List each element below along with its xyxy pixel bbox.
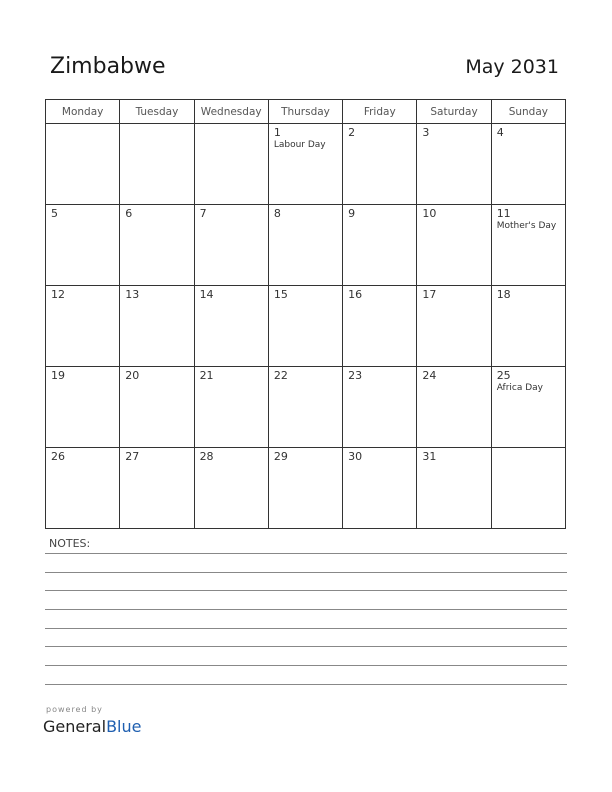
calendar-day-cell: [268, 367, 342, 448]
page-title-month: May 2031: [465, 56, 559, 78]
day-number: 16: [348, 288, 363, 301]
brand-logo: [43, 717, 141, 736]
calendar-day-cell: [491, 448, 565, 529]
day-number: 23: [348, 369, 363, 382]
day-number: 29: [273, 450, 288, 463]
day-number: 27: [125, 450, 140, 463]
calendar-day-cell: [194, 286, 268, 367]
day-number: 28: [199, 450, 214, 463]
calendar-day-cell: [343, 286, 417, 367]
calendar-day-cell: [343, 448, 417, 529]
note-line: [45, 553, 567, 554]
calendar-day-cell: [343, 205, 417, 286]
calendar-day-cell: [46, 448, 120, 529]
calendar-day-cell: [120, 205, 194, 286]
weekday-header: Wednesday: [194, 100, 268, 124]
calendar-day-cell: [120, 286, 194, 367]
day-number: 3: [422, 126, 430, 139]
day-number: 7: [199, 207, 207, 220]
day-number: 1: [273, 126, 281, 139]
note-line: [45, 665, 567, 666]
weekday-header: Friday: [343, 100, 417, 124]
calendar-day-cell: [268, 448, 342, 529]
holiday-label: Africa Day: [496, 383, 543, 393]
calendar-day-cell: [46, 367, 120, 448]
day-number: 14: [199, 288, 214, 301]
weekday-header: Monday: [46, 100, 120, 124]
day-number: 15: [273, 288, 288, 301]
weekday-header: Saturday: [417, 100, 491, 124]
day-number: 31: [422, 450, 437, 463]
calendar-day-cell: [417, 448, 491, 529]
calendar-day-cell: [194, 205, 268, 286]
calendar-day-cell: [343, 367, 417, 448]
calendar-day-cell: [120, 367, 194, 448]
calendar-day-cell: [491, 205, 565, 286]
calendar-day-cell: [268, 286, 342, 367]
day-number: 2: [348, 126, 356, 139]
calendar-week-row: [46, 286, 566, 367]
calendar-week-row: [46, 124, 566, 205]
day-number: 26: [51, 450, 65, 463]
notes-label: NOTES:: [49, 537, 91, 550]
calendar-day-cell: [194, 448, 268, 529]
day-number: 6: [125, 207, 133, 220]
calendar-grid: [45, 99, 566, 529]
powered-by-text: powered by: [46, 705, 103, 714]
calendar-day-cell: [417, 367, 491, 448]
calendar-day-cell: [268, 124, 342, 205]
calendar-body: [46, 124, 566, 529]
day-number: 18: [496, 288, 511, 301]
holiday-label: Mother's Day: [496, 221, 557, 231]
note-line: [45, 684, 567, 685]
weekday-header: Sunday: [491, 100, 565, 124]
day-number: 13: [125, 288, 140, 301]
day-number: 20: [125, 369, 140, 382]
calendar-day-cell: [491, 124, 565, 205]
calendar-day-cell: [417, 286, 491, 367]
brand-general: General: [43, 717, 107, 736]
day-number: 22: [273, 369, 288, 382]
calendar-day-cell: [194, 367, 268, 448]
calendar-day-cell: [417, 124, 491, 205]
calendar-day-cell: [120, 448, 194, 529]
day-number: 19: [51, 369, 65, 382]
day-number: 8: [273, 207, 281, 220]
day-number: 30: [348, 450, 363, 463]
calendar-day-cell: [343, 124, 417, 205]
day-number: 4: [496, 126, 504, 139]
note-line: [45, 590, 567, 591]
note-line: [45, 628, 567, 629]
calendar-day-cell: [417, 205, 491, 286]
weekday-header: Tuesday: [120, 100, 194, 124]
day-number: 24: [422, 369, 437, 382]
day-number: 21: [199, 369, 214, 382]
calendar-day-cell: [491, 367, 565, 448]
day-number: 5: [51, 207, 58, 220]
day-number: 17: [422, 288, 437, 301]
weekday-header: Thursday: [268, 100, 342, 124]
note-line: [45, 609, 567, 610]
calendar-week-row: [46, 367, 566, 448]
day-number: 12: [51, 288, 65, 301]
calendar-day-cell: [120, 124, 194, 205]
note-line: [45, 646, 567, 647]
brand-blue: Blue: [106, 717, 142, 736]
calendar-week-row: [46, 205, 566, 286]
day-number: 9: [348, 207, 356, 220]
page-title-country: Zimbabwe: [50, 54, 166, 79]
calendar-day-cell: [194, 124, 268, 205]
calendar-day-cell: [46, 205, 120, 286]
weekday-header-row: [46, 100, 566, 124]
holiday-label: Labour Day: [273, 140, 326, 150]
calendar-day-cell: [491, 286, 565, 367]
day-number: 11: [496, 207, 511, 220]
calendar-week-row: [46, 448, 566, 529]
calendar-day-cell: [268, 205, 342, 286]
note-line: [45, 572, 567, 573]
day-number: 25: [496, 369, 511, 382]
day-number: 10: [422, 207, 437, 220]
calendar-day-cell: [46, 286, 120, 367]
calendar-day-cell: [46, 124, 120, 205]
